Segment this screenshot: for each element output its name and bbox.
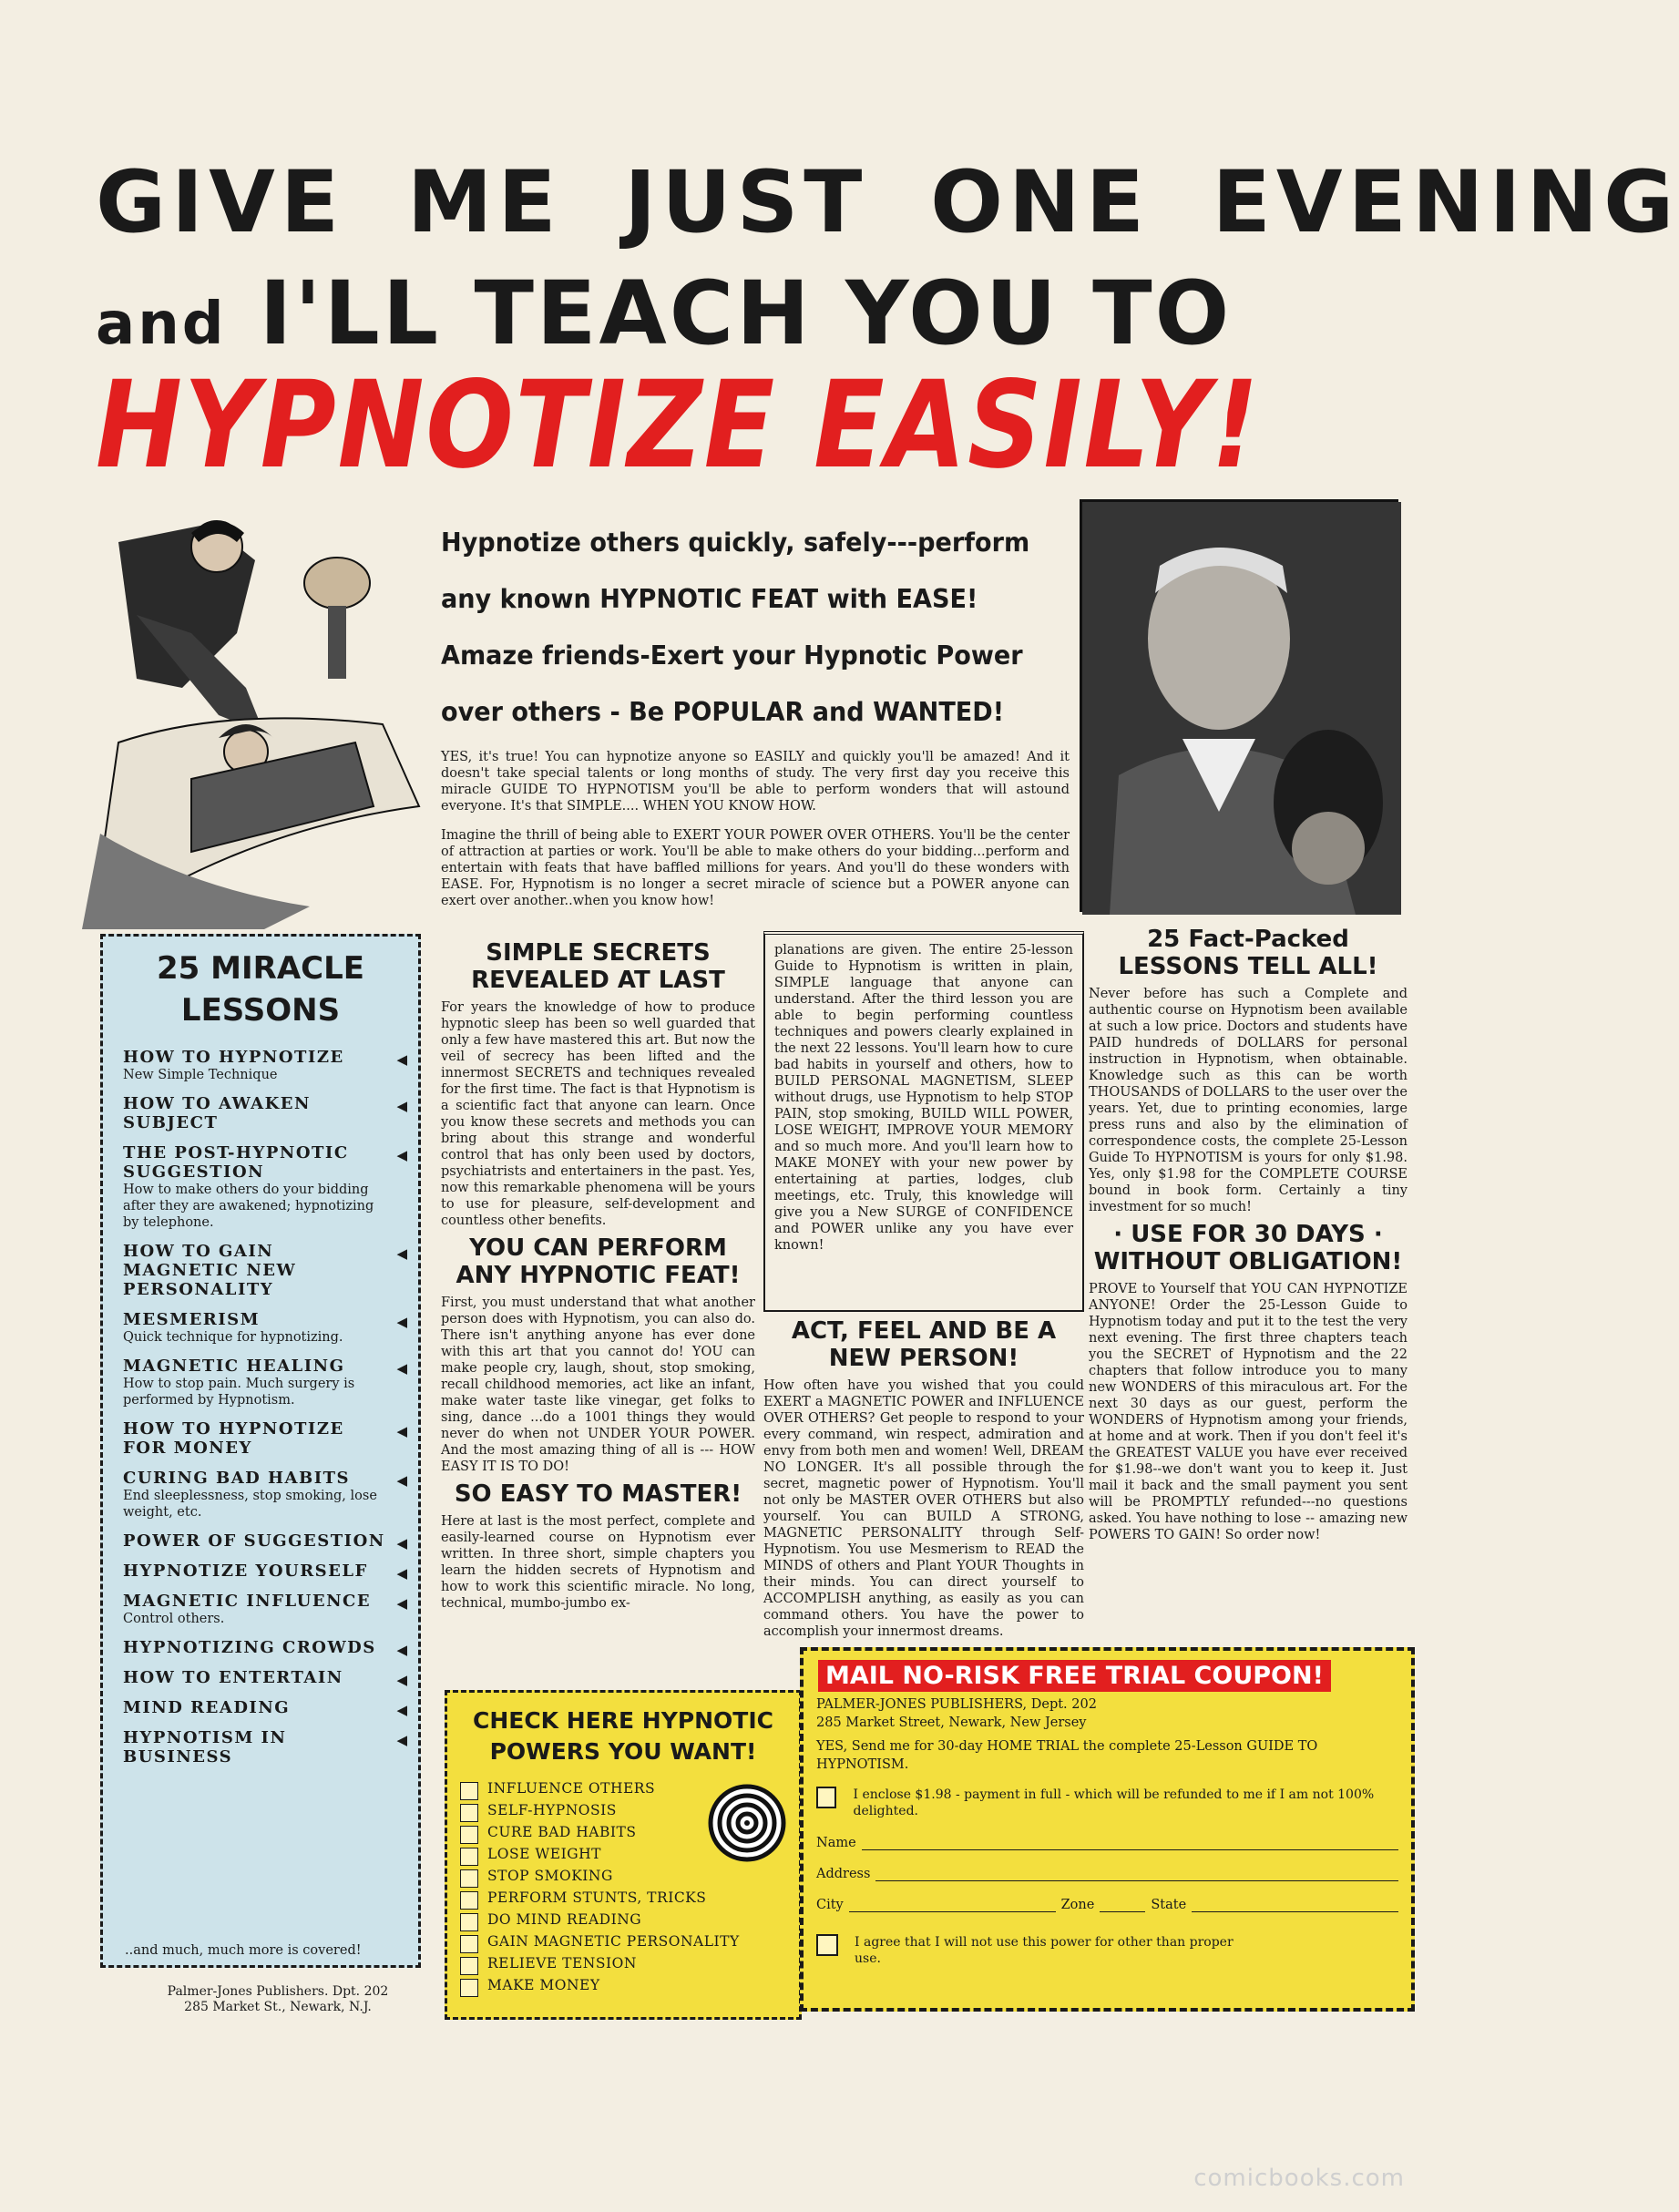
checkbox-make-money[interactable]: MAKE MONEY bbox=[460, 1977, 786, 1999]
lessons-title bbox=[112, 947, 409, 1031]
watermark: comicbooks.com bbox=[1193, 2165, 1405, 2192]
checkbox-magnetic-personality[interactable]: GAIN MAGNETIC PERSONALITY bbox=[460, 1933, 786, 1955]
arrow-icon: ◀ bbox=[396, 1245, 407, 1262]
headline-hypnotize: HYPNOTIZE EASILY! bbox=[96, 355, 1261, 496]
heading-act-feel: ACT, FEEL AND BE A NEW PERSON! bbox=[791, 1317, 1057, 1372]
enclose-checkbox[interactable] bbox=[816, 1787, 836, 1808]
paragraph-easy: Here at last is the most perfect, complete and easily-learned course on Hypnotism ever written. In three short, simple chapters you learn the hidden secrets of Hypnotism and how to work this scientific miracle. No long, technical, mumbo-jumbo ex- bbox=[441, 1514, 755, 1611]
lesson-item bbox=[123, 1143, 409, 1231]
column-secrets bbox=[441, 934, 755, 1612]
lesson-title: HYPNOTIZE YOURSELF bbox=[123, 1562, 368, 1581]
lesson-item bbox=[123, 1310, 409, 1346]
headline-line-2 bbox=[96, 262, 1380, 364]
lesson-title: POWER OF SUGGESTION bbox=[123, 1531, 385, 1551]
checkbox-lose-weight[interactable]: LOSE WEIGHT bbox=[460, 1846, 786, 1868]
heading-easy: SO EASY TO MASTER! bbox=[454, 1480, 742, 1508]
trial-coupon bbox=[800, 1647, 1415, 2012]
checklist-title-line-1: CHECK HERE HYPNOTIC bbox=[472, 1707, 774, 1734]
paragraph-fact-packed: Never before has such a Complete and authentic course on Hypnotism been available at such a low price. Doctors and students have PAID hundreds of DOLLARS for personal instruction in Hypnotism, when obtainable. Knowledge such as this can be worth THOUSANDS of DOLLARS to the user over the years. Yet, due to printing economies, large press runs and also by the elimination of correspondence costs, the complete 25-Lesson Guide To HYPNOTISM is yours for only $1.98. Yes, only $1.98 for the COMPLETE COURSE bound in book form. Certainly a tiny investment for so much! bbox=[1089, 987, 1408, 1214]
agree-text: I agree that I will not use this power for other than proper use. bbox=[855, 1935, 1234, 1966]
arrow-icon: ◀ bbox=[396, 1672, 407, 1688]
lesson-title: THE POST-HYPNOTIC SUGGESTION bbox=[123, 1143, 349, 1182]
lessons-footer: ..and much, much more is covered! bbox=[125, 1943, 362, 1958]
lesson-item bbox=[123, 1419, 409, 1458]
lesson-item bbox=[123, 1469, 409, 1521]
coupon-order: YES, Send me for 30-day HOME TRIAL the complete 25-Lesson GUIDE TO HYPNOTISM. bbox=[816, 1739, 1318, 1772]
publisher-line-2: 285 Market St., Newark, N.J. bbox=[184, 2000, 372, 2014]
lesson-item bbox=[123, 1592, 409, 1627]
arrow-icon: ◀ bbox=[396, 1360, 407, 1377]
lessons-title-line-1: 25 MIRACLE bbox=[157, 950, 364, 987]
address-field[interactable] bbox=[816, 1867, 1398, 1881]
heading-fact-packed: 25 Fact-Packed LESSONS TELL ALL! bbox=[1118, 926, 1378, 980]
arrow-icon: ◀ bbox=[396, 1535, 407, 1551]
lesson-item bbox=[123, 1048, 409, 1083]
lesson-title: HOW TO HYPNOTIZE FOR MONEY bbox=[123, 1419, 344, 1458]
paragraph-30-days: PROVE to Yourself that YOU CAN HYPNOTIZE ANYONE! Order the 25-Lesson Guide to Hypnotism today and put it to the test the very next evening. The first three chapters teach you the SECRET of Hypnotism and the 22 chapters that follow introduce you to many new WONDERS of this miraculous art. For the next 30 days as our guest, perform the WONDERS of Hypnotism among your friends, at home and at work. Then if you don't feel it's the GREATEST VALUE you have ever received for $1.98--we don't want you to keep it. Just mail it back and the small payment you sent will be PROMPTLY refunded---no questions asked. You have nothing to lose -- amazing new POWERS TO GAIN! So order now! bbox=[1089, 1282, 1408, 1542]
lesson-item bbox=[123, 1668, 409, 1687]
lessons-list bbox=[112, 1048, 409, 1767]
city-field[interactable] bbox=[816, 1898, 1398, 1912]
intro-block bbox=[441, 515, 1039, 741]
name-label: Name bbox=[816, 1836, 856, 1850]
portrait-image bbox=[1082, 502, 1401, 915]
checkbox-cure-bad-habits[interactable]: CURE BAD HABITS bbox=[460, 1824, 786, 1846]
coupon-title: MAIL NO-RISK FREE TRIAL COUPON! bbox=[818, 1660, 1331, 1692]
lesson-title: HOW TO GAIN MAGNETIC NEW PERSONALITY bbox=[123, 1242, 297, 1299]
lesson-subtitle: End sleeplessness, stop smoking, lose weight, etc. bbox=[123, 1489, 377, 1520]
lesson-title: MIND READING bbox=[123, 1698, 291, 1717]
checkbox-mind-reading[interactable]: DO MIND READING bbox=[460, 1911, 786, 1933]
arrow-icon: ◀ bbox=[396, 1702, 407, 1718]
lesson-subtitle: New Simple Technique bbox=[123, 1068, 278, 1082]
lesson-subtitle: How to stop pain. Much surgery is performed by Hypnotism. bbox=[123, 1377, 355, 1408]
name-field[interactable] bbox=[816, 1836, 1398, 1850]
lesson-subtitle: Control others. bbox=[123, 1612, 225, 1626]
enclose-row bbox=[816, 1787, 1398, 1819]
arrow-icon: ◀ bbox=[396, 1051, 407, 1068]
arrow-icon: ◀ bbox=[396, 1423, 407, 1439]
headline-teach: I'LL TEACH YOU TO bbox=[259, 262, 1233, 364]
paragraph-secrets: For years the knowledge of how to produce hypnotic sleep has been so well guarded that only a few have mastered this art. But now the veil of secrecy has been lifted and the innermost SECRETS and techniques revealed for the first time. The fact is that Hypnotism is a scientific fact that anyone can learn. Once you know these secrets and methods you can bring about this strange and wonderful control that has only been used by doctors, psychiatrists and entertainers in the past. Yes, now this remarkable phenomena will be yours to use for pleasure, self-development and countless other benefits. bbox=[441, 1000, 755, 1228]
lesson-item bbox=[123, 1357, 409, 1408]
checkbox-perform-stunts[interactable]: PERFORM STUNTS, TRICKS bbox=[460, 1889, 786, 1911]
lesson-title: HOW TO AWAKEN SUBJECT bbox=[123, 1094, 311, 1132]
headline-line-1: GIVE ME JUST ONE EVENING bbox=[96, 153, 1679, 252]
heading-simple-secrets: SIMPLE SECRETS REVEALED AT LAST bbox=[471, 939, 725, 994]
coupon-publisher: PALMER-JONES PUBLISHERS, Dept. 202 bbox=[816, 1697, 1097, 1712]
lesson-title: MAGNETIC HEALING bbox=[123, 1357, 345, 1376]
arrow-icon: ◀ bbox=[396, 1642, 407, 1658]
lesson-subtitle: Quick technique for hypnotizing. bbox=[123, 1330, 343, 1345]
heading-perform: YOU CAN PERFORM ANY HYPNOTIC FEAT! bbox=[456, 1234, 741, 1289]
lesson-item bbox=[123, 1562, 409, 1581]
arrow-icon: ◀ bbox=[396, 1147, 407, 1163]
state-line[interactable] bbox=[1192, 1898, 1398, 1912]
lessons-title-line-2: LESSONS bbox=[180, 992, 341, 1029]
lesson-item bbox=[123, 1094, 409, 1132]
miracle-lessons-box bbox=[100, 934, 421, 1968]
column-fact-packed bbox=[1089, 920, 1408, 1543]
lesson-title: HOW TO HYPNOTIZE bbox=[123, 1048, 344, 1067]
checklist-title-line-2: POWERS YOU WANT! bbox=[489, 1738, 757, 1765]
powers-checklist bbox=[445, 1690, 802, 2020]
arrow-icon: ◀ bbox=[396, 1314, 407, 1330]
lesson-item bbox=[123, 1728, 409, 1767]
paragraph-explanations: planations are given. The entire 25-lesson Guide to Hypnotism is written in plain, SIMPLE language that anyone can understand. After the third lesson you are able to begin performing countless techniques and powers clearly explained in the next 22 lessons. You'll learn how to cure bad habits in yourself and others, how to BUILD PERSONAL MAGNETISM, SLEEP without drugs, use Hypnotism to help STOP PAIN, stop smoking, BUILD WILL POWER, LOSE WEIGHT, IMPROVE YOUR MEMORY and so much more. And you'll learn how to MAKE MONEY with your new power by entertaining at parties, lodges, club meetings, etc. Truly, this knowledge will give you a New SURGE of CONFIDENCE and POWER unlike any you have ever known! bbox=[774, 943, 1073, 1253]
enclose-text: I enclose $1.98 - payment in full - which will be refunded to me if I am not 100% delighted. bbox=[853, 1787, 1375, 1818]
intro-paragraph-1: YES, it's true! You can hypnotize anyone so EASILY and quickly you'll be amazed! And it doesn't take special talents or long months of study. The very first day you receive this miracle GUIDE TO HYPNOTISM you'll be able to perform wonders that will astound everyone. It's that SIMPLE.... WHEN YOU KNOW HOW. bbox=[441, 750, 1070, 814]
intro-line-3: Amaze friends-Exert your Hypnotic Power bbox=[441, 640, 1023, 671]
zone-line[interactable] bbox=[1100, 1898, 1145, 1912]
publisher-note bbox=[123, 1984, 433, 2015]
lesson-title: MESMERISM bbox=[123, 1310, 261, 1329]
lesson-title: CURING BAD HABITS bbox=[123, 1469, 351, 1488]
column-act-feel bbox=[763, 931, 1084, 1640]
intro-line-4: over others - Be POPULAR and WANTED! bbox=[441, 697, 1005, 727]
hypnotist-illustration bbox=[82, 506, 433, 929]
author-photo bbox=[1080, 499, 1398, 912]
checkbox-self-hypnosis[interactable]: SELF-HYPNOSIS bbox=[460, 1802, 786, 1824]
coupon-address: 285 Market Street, Newark, New Jersey bbox=[816, 1715, 1087, 1730]
arrow-icon: ◀ bbox=[396, 1472, 407, 1489]
checkbox-influence-others[interactable]: INFLUENCE OTHERS bbox=[460, 1780, 786, 1802]
address-label: Address bbox=[816, 1867, 871, 1881]
address-line[interactable] bbox=[875, 1867, 1398, 1881]
lesson-item bbox=[123, 1242, 409, 1299]
heading-30-days: · USE FOR 30 DAYS · WITHOUT OBLIGATION! bbox=[1093, 1221, 1403, 1275]
intro-line-2: any known HYPNOTIC FEAT with EASE! bbox=[441, 584, 978, 614]
name-line[interactable] bbox=[862, 1836, 1398, 1850]
publisher-line-1: Palmer-Jones Publishers. Dpt. 202 bbox=[167, 1984, 389, 1999]
paragraph-act-feel: How often have you wished that you could EXERT a MAGNETIC POWER and INFLUENCE OVER OTHERS? Get people to respond to your every command, win respect, admiration and envy from both men and women! Well, DREAM NO LONGER. It's all possible through the secret, magnetic power of Hypnotism. You'll not only be MASTER OVER OTHERS but also yourself. You can BUILD A STRONG, MAGNETIC PERSONALITY through Self-Hypnotism. You use Mesmerism to READ the MINDS of others and Plant YOUR Thoughts in their minds. You can direct yourself to ACCOMPLISH anything, as easily as you can command others. You have the power to accomplish your innermost dreams. bbox=[763, 1378, 1084, 1639]
lesson-title: MAGNETIC INFLUENCE bbox=[123, 1592, 372, 1611]
lesson-title: HOW TO ENTERTAIN bbox=[123, 1668, 343, 1687]
paragraph-perform: First, you must understand that what another person does with Hypnotism, you can also do. There isn't anything anyone has ever done with this art that you cannot do! YOU can make people cry, laugh, shout, stop smoking, recall childhood memories, act like an infant, make water taste like vinegar, get folks to sing, dance ...do a 1001 things they would never do when not UNDER YOUR POWER. And the most amazing thing of all is --- HOW EASY IT IS TO DO! bbox=[441, 1295, 755, 1474]
intro-line-1: Hypnotize others quickly, safely---perform bbox=[441, 527, 1030, 558]
spiral-target-icon bbox=[708, 1784, 786, 1862]
checkbox-stop-smoking[interactable]: STOP SMOKING bbox=[460, 1868, 786, 1889]
city-line[interactable] bbox=[849, 1898, 1056, 1912]
checkbox-relieve-tension[interactable]: RELIEVE TENSION bbox=[460, 1955, 786, 1977]
zone-label: Zone bbox=[1060, 1898, 1095, 1912]
lesson-item bbox=[123, 1698, 409, 1717]
lesson-title: HYPNOTISM IN BUSINESS bbox=[123, 1728, 287, 1767]
arrow-icon: ◀ bbox=[396, 1098, 407, 1114]
city-label: City bbox=[816, 1898, 844, 1912]
state-label: State bbox=[1151, 1898, 1187, 1912]
lesson-item bbox=[123, 1638, 409, 1657]
lesson-subtitle: How to make others do your bidding after they are awakened; hypnotizing by telephone. bbox=[123, 1183, 374, 1230]
lesson-title: HYPNOTIZING CROWDS bbox=[123, 1638, 376, 1657]
agree-row bbox=[816, 1934, 1398, 1967]
agree-checkbox[interactable] bbox=[816, 1934, 838, 1956]
explanations-box bbox=[763, 931, 1084, 1312]
lesson-item bbox=[123, 1531, 409, 1551]
arrow-icon: ◀ bbox=[396, 1732, 407, 1748]
checklist-title bbox=[460, 1705, 786, 1767]
arrow-icon: ◀ bbox=[396, 1565, 407, 1582]
headline-and: and bbox=[96, 291, 227, 358]
arrow-icon: ◀ bbox=[396, 1595, 407, 1612]
intro-paragraph-2: Imagine the thrill of being able to EXERT YOUR POWER OVER OTHERS. You'll be the center of attraction at parties or work. You'll be able to make others do your bidding...perform and entertain with feats that have baffled millions for years. And you'll do these wonders with EASE. For, Hypnotism is no longer a secret miracle of science but a POWER anyone can exert over another..when you know how! bbox=[441, 828, 1070, 908]
